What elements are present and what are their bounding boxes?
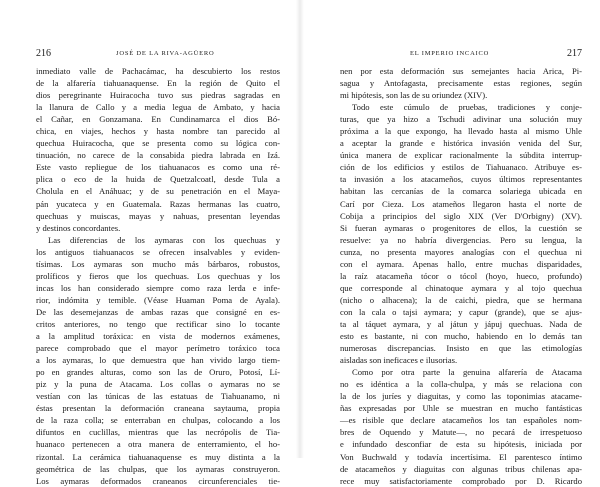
text-line: quechua Huiracocha, que se presenta como su lógica con- — [36, 138, 280, 149]
text-line: próxima a la que expongo, ha llevado hasta al mismo Uhle — [340, 126, 582, 137]
text-line: vestían con las túnicas de las estatuas de Tiahuanamo, ni — [36, 391, 280, 402]
text-line: Como por otra parte la genuina alfarería de Atacama — [352, 367, 582, 378]
text-line: ción de los edificios y estilos de Tiahuanaco. Atribuye es- — [340, 162, 582, 173]
text-line: cunza, no presenta mayores analogías con el quechua ni — [340, 246, 582, 257]
text-line: a aceptar la grande e histórica invasión venida del Sur, — [340, 138, 582, 149]
text-line: Cholula en el Anáhuac; y de su penetración en el Maya- — [36, 186, 280, 197]
text-line: Von Buchwald y todavía incertísima. El parentesco íntimo — [340, 451, 582, 462]
text-line: huanaco pertenecen a otra manera de enterramiento, el ho- — [36, 439, 280, 450]
text-line: tísimas. Los aymaras son mucho más bárbaros, robustos, — [36, 258, 280, 269]
text-line: po en grandes alturas, como son las de Oruro, Potosí, Lí- — [36, 367, 280, 378]
text-line: Este vasto repliegue de los tiahuanacos es como una ré- — [36, 162, 280, 173]
text-line: única manera de explicar racionalmente la súbdita interrup- — [340, 150, 582, 161]
text-line: la llanura de Callo y a media legua de Ambato, y hacia — [36, 102, 280, 113]
right-page-header — [340, 48, 582, 60]
text-line: Carí por Cieza. Los atameños llegaron hasta el norte de — [340, 198, 582, 209]
text-line: plica o eco de la huida de Quetzalcoatl, desde Tula a — [36, 174, 280, 185]
text-line: parece comprobado que el mayor perímetro toráxico toca — [36, 343, 280, 354]
text-line: e infundado desconfiar de esta su hipótesis, iniciada por — [340, 439, 582, 450]
text-line: difuntos en cuclillas, mientras que las necrópolis de Tia- — [36, 427, 280, 438]
text-line: critos anteriores, no tengo que rectificar sino lo tocante — [36, 318, 280, 329]
text-line: (nicho o alhacena); la de caichi, piedra, que se hermana — [340, 294, 582, 305]
text-line: con el aymara. Apenas hallo, entre muchas disparidades, — [340, 258, 582, 269]
text-line: —es risible que declare atacameños los tan españoles nom- — [340, 415, 582, 426]
text-line: habitan las cercanías de la comarca solariega ubicada en — [340, 186, 582, 197]
text-line: Todo este cúmulo de pruebas, tradiciones y conje- — [352, 102, 582, 113]
text-line: quechuas y muiscas, mayas y nahuas, presentan leyendas — [36, 210, 280, 221]
text-line: dios peregrinante Huiracocha tuvo sus piedras sagradas en — [36, 90, 280, 101]
text-line: los antiguos tiahuanacos se ofrecen insalvables y eviden- — [36, 246, 280, 257]
text-line: con la cala o tajsi aymara; y capur (grande), que se ajus- — [340, 306, 582, 317]
page-number: 217 — [567, 48, 582, 59]
text-line: a los aymaras, lo que demuestra que han vivido largo tiem- — [36, 355, 280, 366]
text-line: aisladas son ineficaces e ilusorias. — [340, 355, 458, 366]
text-line: a la amplitud toráxica: en vista de modernos exámenes, — [36, 331, 280, 342]
text-line: De las desemejanzas de ambas razas que consigné en es- — [36, 306, 280, 317]
text-line: rece muy satisfactoriamente comprobado por D. Ricardo — [340, 475, 582, 486]
page-number: 216 — [36, 48, 51, 59]
text-line: pán yucateca y en Guatemala. Razas hermanas las cuatro, — [36, 198, 280, 209]
text-line: Los aymaras deformados craneanos circunferenciales tie- — [36, 475, 280, 486]
text-line: mi hipótesis, son las de su oriundez (XIV). — [340, 90, 488, 101]
text-line: ta invasión a los atacameños, cuyos últimos representantes — [340, 174, 582, 185]
text-line: Si fueran aymaras o progenitores de ellos, la cuestión se — [340, 222, 582, 233]
text-line: que corresponde al chinatoque aymara y al tojo quechua — [340, 282, 582, 293]
text-line: de atacameños y diaguitas con algunas tribus chilenas apa- — [340, 463, 582, 474]
text-line: turas, que ya hizo a Tschudi adivinar una solución muy — [340, 114, 582, 125]
text-line: incas los han considerado siempre como raza lerda e infe- — [36, 282, 280, 293]
text-line: bres de Oquendo y Matute—, no pecará de irrespetuoso — [340, 427, 582, 438]
text-line: geométrica de las chulpas, que los aymaras construyeron. — [36, 463, 280, 474]
text-line: piz y la puna de Atacama. Los collas o aymaras no se — [36, 379, 280, 390]
running-head: JOSÉ DE LA RIVA-AGÜERO — [116, 50, 215, 57]
text-line: sagua y Antofagasta, precisamente estas regiones, según — [340, 78, 582, 89]
text-line: ñas expresadas por Uhle se muestran en mucho fantásticas — [340, 403, 582, 414]
text-line: nen por esta deformación sus semejantes hacia Arica, Pi- — [340, 66, 582, 76]
text-line: éstas presentan la deformación craneana saytauma, propia — [36, 403, 280, 414]
text-line: la raíz atacameña tócor o tócol (hoyo, hueco, profundo) — [340, 270, 582, 281]
text-line: la de los juríes y diaguitas, y como las toponimias atacame- — [340, 391, 582, 402]
text-line: esto es bastante, ni con mucho, habiendo en lo demás tan — [340, 331, 582, 342]
text-line: numerosas discrepancias. Insisto en que las etimologías — [340, 343, 582, 354]
text-line: inmediato valle de Pachacámac, ha descubierto los restos — [36, 66, 280, 76]
right-page-text — [340, 65, 582, 487]
text-line: y destinos concordantes. — [36, 222, 121, 233]
text-line: ta al táquet aymara, y al játun y jápuj quechuas. Nada de — [340, 318, 582, 329]
text-line: prolíficos y fieros que los quechuas. Los quechuas y los — [36, 270, 280, 281]
text-line: rizontal. La cerámica tiahuanaquense es muy distinta a la — [36, 451, 280, 462]
running-head: EL IMPERIO INCAICO — [410, 50, 490, 57]
text-line: el Cañar, en Gonzamana. En Cundinamarca el dios Bó- — [36, 114, 280, 125]
text-line: chica, en viajes, hechos y hasta nombre tan parecido al — [36, 126, 280, 137]
text-line: de la raza colla; se enterraban en chulpas, colocando a los — [36, 415, 280, 426]
text-line: de la alfarería tiahuanaquense. En la región de Quito el — [36, 78, 280, 89]
text-line: resuelve: ya no habría divergencias. Pero su lengua, la — [340, 234, 582, 245]
text-line: rior, indómita y temible. (Véase Huaman Poma de Ayala). — [36, 294, 280, 305]
text-line: tinuación, no carece de la consabida piedra labrada en Izá. — [36, 150, 280, 161]
text-line: Cobija a principios del siglo XIX (Ver D'Orbigny) (XV). — [340, 210, 582, 221]
text-line: no es idéntica a la colla-chulpa, y más se relaciona con — [340, 379, 582, 390]
text-line: Las diferencias de los aymaras con los quechuas y — [48, 234, 280, 245]
